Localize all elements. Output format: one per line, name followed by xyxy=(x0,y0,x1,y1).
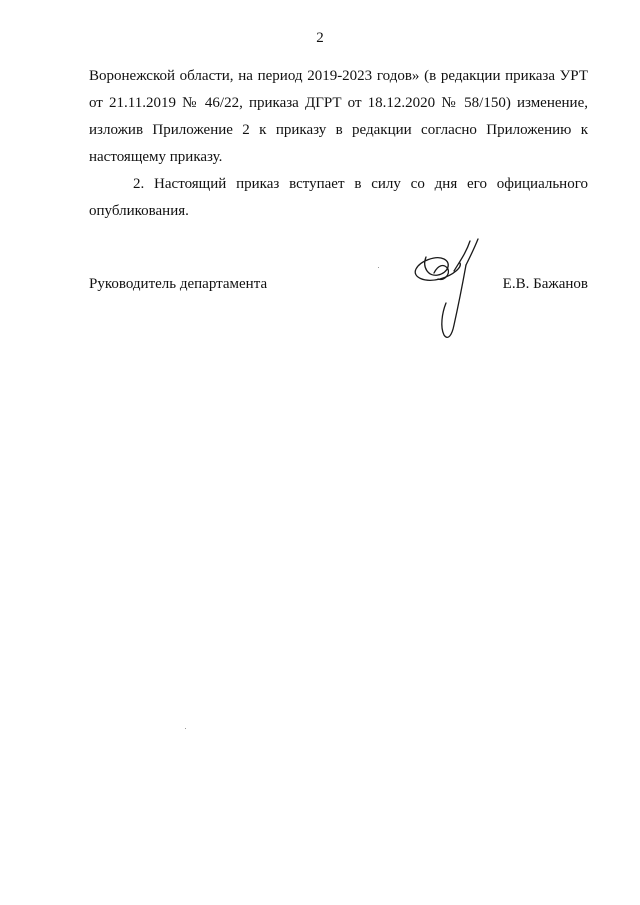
page-number: 2 xyxy=(316,30,324,46)
paragraph-1-line-4: настоящему приказу. xyxy=(89,149,223,165)
paragraph-2-line-2: опубликования. xyxy=(89,203,189,219)
scan-speck xyxy=(185,728,186,729)
document-body xyxy=(89,63,588,225)
paragraph-2-line-1: 2. Настоящий приказ вступает в силу со дня его официального xyxy=(133,176,588,192)
paragraph-2 xyxy=(89,171,588,225)
signatory-name: Е.В. Бажанов xyxy=(502,276,588,292)
paragraph-1 xyxy=(89,63,588,171)
paragraph-1-line-1: Воронежской области, на период 2019-2023 годов» (в редакции приказа УРТ xyxy=(89,68,588,84)
paragraph-1-line-3: изложив Приложение 2 к приказу в редакции согласно Приложению к xyxy=(89,122,588,138)
handwritten-signature xyxy=(404,237,494,357)
signatory-position: Руководитель департамента xyxy=(89,276,268,292)
signature-block xyxy=(89,273,588,363)
paragraph-1-line-2: от 21.11.2019 № 46/22, приказа ДГРТ от 18.12.2020 № 58/150) изменение, xyxy=(89,95,588,111)
scan-speck xyxy=(378,267,379,268)
